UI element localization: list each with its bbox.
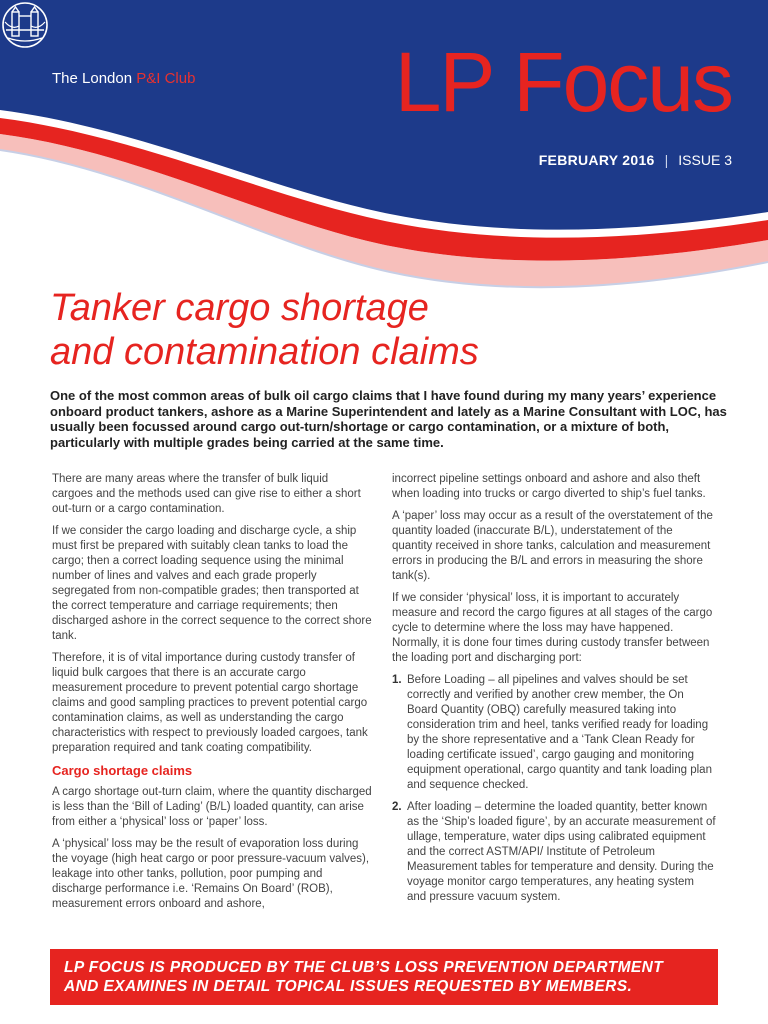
footer-banner-line-2: AND EXAMINES IN DETAIL TOPICAL ISSUES REQUESTED BY MEMBERS. xyxy=(64,978,633,995)
left-column xyxy=(52,472,372,919)
masthead-header xyxy=(0,0,768,300)
list-item xyxy=(392,800,716,905)
footer-banner xyxy=(50,949,718,1005)
issue-info xyxy=(539,152,732,168)
list-number: 1. xyxy=(392,674,402,686)
paragraph: If we consider the cargo loading and discharge cycle, a ship must first be prepared with suitably clean tanks to load the cargo; then a correct loading sequence using the minimal number of lines and valves and each grade properly segregated from non-compatible grades; then transported at the correct temperature and carriage requirements; then discharged ashore in the correct sequence to the correct shore tank. xyxy=(52,525,372,642)
article-title-line-2: and contamination claims xyxy=(50,331,479,373)
section-heading: Cargo shortage claims xyxy=(52,763,193,778)
article-title-line-1: Tanker cargo shortage xyxy=(50,287,429,329)
paragraph: incorrect pipeline settings onboard and ashore and also theft when loading into trucks or cargo diverted to ship’s fuel tanks. xyxy=(392,473,706,500)
club-name-prefix: The London xyxy=(52,70,137,87)
numbered-list xyxy=(392,673,716,905)
article-title xyxy=(50,286,730,374)
list-item-text: Before Loading – all pipelines and valves should be set correctly and verified by another crew member, the On Board Quantity (OBQ) carefully measured taking into consideration trim and heel, tanks verified ready for loading by the shore representative and a ‘Tank Clean Ready for loading certificate issued’, cargo gauging and monitoring equipment operational, cargo quantity and tank loading plan and sequence checked. xyxy=(407,674,712,791)
masthead-title: LP Focus xyxy=(394,35,732,129)
club-name xyxy=(52,70,195,87)
club-name-suffix: P&I Club xyxy=(136,70,196,87)
tower-bridge-icon xyxy=(0,0,50,50)
right-column xyxy=(392,472,716,912)
paragraph: A cargo shortage out-turn claim, where the quantity discharged is less than the ‘Bill of Lading’ (B/L) loaded quantity, can arise from either a ‘physical’ loss or ‘paper’ loss. xyxy=(52,786,372,828)
list-item-text: After loading – determine the loaded quantity, better known as the ‘Ship’s loaded figure’, by an accurate measurement of ullage, temperature, water dips using calibrated equipment and the correct ASTM/API/ Institute of Petroleum Measurement tables for temperature and density. During the voyage monitor cargo temperatures, any heating system and pressure vacuum system. xyxy=(407,801,716,903)
paragraph: A ‘physical’ loss may be the result of evaporation loss during the voyage (high heat cargo or poor pressure-vacuum valves), leakage into other tanks, pollution, poor pumping and discharge performance i.e. ‘Remains On Board’ (ROB), measurement errors onboard and ashore, xyxy=(52,838,370,910)
issue-date: FEBRUARY 2016 xyxy=(538,152,655,168)
paragraph: A ‘paper’ loss may occur as a result of the overstatement of the quantity loaded (inaccurate B/L), understatement of the quantity received in shore tanks, calculation and measurement errors in producing the B/L and errors in measuring the shore tank(s). xyxy=(392,510,713,582)
paragraph: If we consider ‘physical’ loss, it is important to accurately measure and record the cargo figures at all stages of the cargo cycle to determine where the loss may have happened. Normally, it is done four times during custody transfer between the loading port and discharging port: xyxy=(392,592,713,664)
list-number: 2. xyxy=(392,801,402,813)
issue-separator: | xyxy=(664,152,669,168)
article-lead: One of the most common areas of bulk oil cargo claims that I have found during my many years’ experience onboard product tankers, ashore as a Marine Superintendent and lately as a Marine Consultant with LOC, has usually been focussed around cargo out-turn/shortage or cargo contamination, or a mixture of both, particularly with multiple grades being carried at the same time. xyxy=(50,388,727,450)
issue-number: ISSUE 3 xyxy=(678,152,732,168)
paragraph: Therefore, it is of vital importance during custody transfer of liquid bulk cargoes that there is an accurate cargo measurement procedure to prevent potential cargo shortage claims and good sampling practices to prevent potential cargo contamination claims, as well as understanding the cargo characteristics with respect to previously loaded cargoes, tank preparation required and tank coating compatibility. xyxy=(52,652,368,754)
list-item xyxy=(392,673,716,793)
footer-banner-line-1: LP FOCUS IS PRODUCED BY THE CLUB’S LOSS PREVENTION DEPARTMENT xyxy=(64,959,664,976)
paragraph: There are many areas where the transfer of bulk liquid cargoes and the methods used can give rise to either a short out-turn or a cargo contamination. xyxy=(52,473,361,515)
